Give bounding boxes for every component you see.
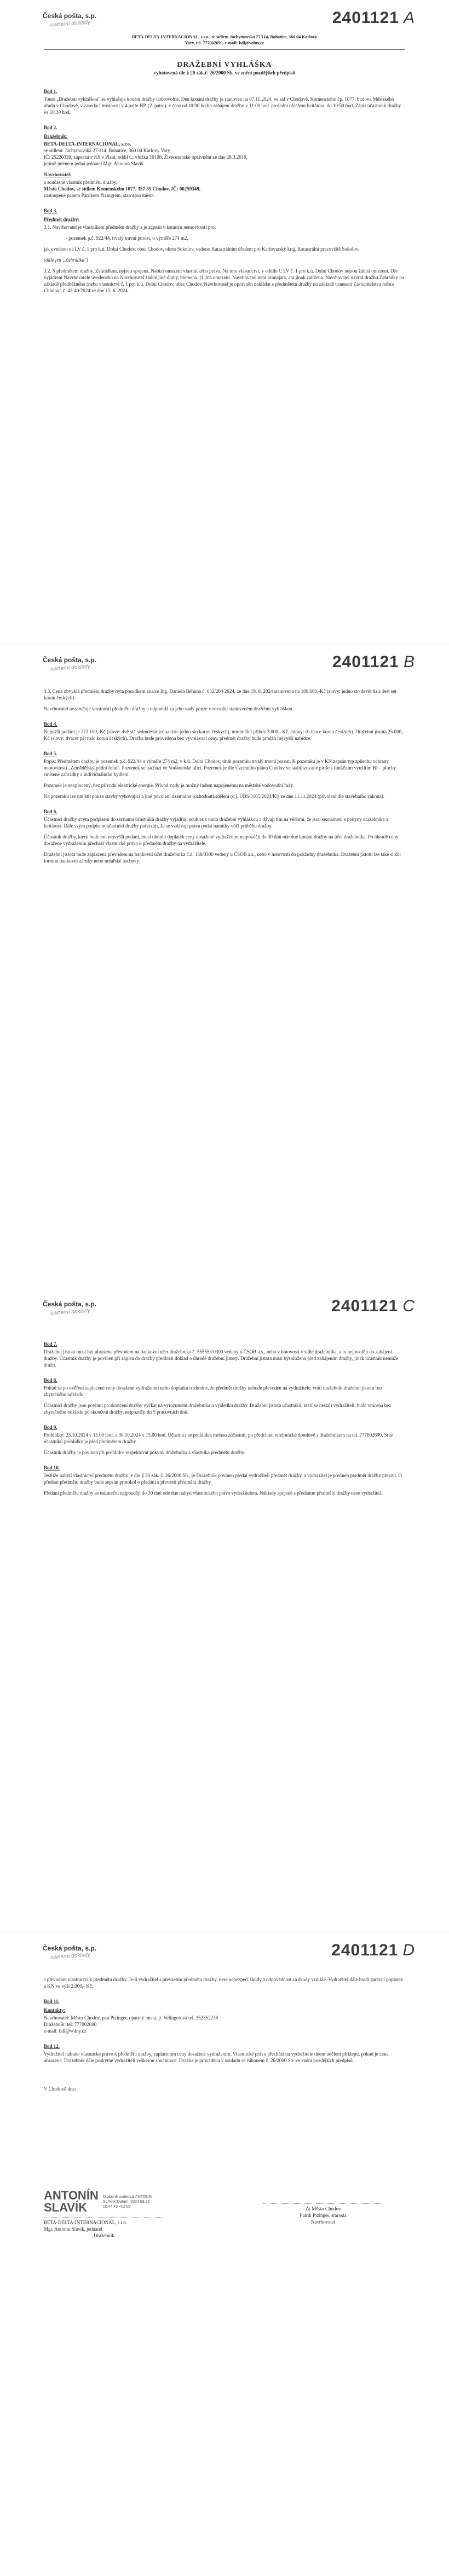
bod-9-text: Účastník dražby je povinen při prohlídce respektovat pokyny dražebníka a vlastníka předmětu dražby. (44, 1450, 245, 1455)
bod-3-item: - pozemek p.č. 922/44, trvalý travní porost, o výměře 274 m2, (66, 235, 188, 241)
doc-subtitle: vyhotovená dle § 20 zák.č. 26/2000 Sb. ve znění pozdějších předpisů (153, 70, 296, 76)
page-c (0, 1288, 449, 1932)
bod-heading: Bod 8. (44, 1377, 57, 1383)
bod-3-item: 3.3. Cena obvyklá předmětu dražby byla posudkem znalce Ing. Daniela Běhuna č. 032/204/2024, ze dne 19. 8. 2024 stanovena na 109.600,-Kč (slovy: jedno sto devět tisíc šest set korun českých). (44, 688, 396, 701)
bod-10-text: Jestliže nabytí vlastnictví předmětu dražby je dle § 30 zák. č. 26/2000 Sb., je Dražebník povinen předat vydražiteli předmět dražby, a vydražitel je povinen předmět dražby převzít. O předání předmětu dražby bude sepsán protokol o předání a převzetí předmětu dražby. (44, 1473, 402, 1485)
bod-heading: Bod 12. (44, 2044, 60, 2049)
sign-place-date: V Chodově dne: (44, 2086, 76, 2092)
doc-header: BETA-DELTA-INTERNACIONAL, s.r.o., se sídlem Jáchymovská 27/114, Bohatice, 360 04 Karlovy Vary, tel. 777002690, e-mail: bdi@volny.cz (131, 34, 318, 45)
page-a-content (44, 34, 405, 298)
page-id: 2401121 B (332, 653, 415, 671)
navrhovatel-label: Navrhovatel: (44, 172, 72, 177)
bod-3-item: jak uvedeno na LV č. 1 pro k.ú. Dolní Chodov, obec Chodov, okres Sokolov, vedeno Katastrálním úřadem pro Karlovarský kraj, Katastrální pracoviště Sokolov. (44, 246, 360, 252)
bod-10-text: Předání předmětu dražby se uskuteční nejpozději do 30 dnů ode dne nabytí vlastnického práva vydražitelem. Náklady spojené s předáním předmětu dražby nese vydražitel. (44, 1490, 382, 1496)
signature-digital-info: Digitálně podepsal ANTONÍN SLAVÍK Datum: 2024.09.26 10:44:43 +02'00' (102, 2195, 153, 2209)
bod-8-text: Pokud se po ověření zaplacené ceny dosažené vydražením nebo doplatku rozhodne, že předmět dražby nebude převeden na vydražitele, vrátí dražebník dražební jistotu bez zbytečného odkladu. (44, 1385, 383, 1397)
bod-7-text: Dražební jistota musí být uhrazena převodem na bankovní účet dražebníka č. 555553/0300 vedený u ČSOB a.s., nebo v hotovosti v sídle dražebníka, a to nejpozději do zahájení dražby. Účastník dražby je povinen při zápisu do dražby předložit doklad o úhradě dražební jistoty. Dražební jistota musí být složena před zahájením dražby, jinak účastník nemůže dražit. (44, 1349, 399, 1368)
signature-person: Patrik Pizinger, starosta (300, 2213, 347, 2218)
bod-1-text: Touto „Dražební vyhláškou" se vyhlašuje konání dražby dobrovolné. Den konání dražby je stanoven na 07.11.2024, ve sál v Chodově, Komenského čp. 1077, budova Městského úřadu v Chodově, v zasedací místnosti v 4.patře NP, (2. patro), v čase od 10:00 hodin zahájení dražby v 11:00 hod. poslední ohlášení licitátora, do 10:50 hod. Zápis účastníků dražby ve 10.30 hod. (44, 96, 401, 115)
kontakt-drazebnik: Dražebník: tel. 777002690 (44, 2022, 97, 2027)
page-b (0, 644, 449, 1288)
bod-heading: Bod 7. (44, 1341, 57, 1347)
bod-heading: Bod 2. (44, 125, 57, 130)
page-a (0, 0, 449, 644)
page-c-content (44, 1332, 405, 1501)
bod-heading: Bod 9. (44, 1425, 57, 1430)
bod-heading: Bod 4. (44, 721, 57, 727)
post-stamp-sub: ownerní doklady (50, 1307, 91, 1317)
drazebnik-address: se sídlem: Jáchymovská 27/114, Bohatice, 360 04 Karlovy Vary, (44, 148, 171, 153)
kontakt-email: e-mail: bdi@volny.cz (44, 2028, 87, 2034)
signature-navrhovatel (263, 2203, 383, 2225)
predmet-label: Předmět dražby: (44, 217, 80, 222)
kontakt-navrhovatel: Navrhovatel: Město Chodov, pan Pizinger, opatrný místa, p. Velingerová tel. 352352236 (44, 2015, 218, 2021)
bod-heading: Bod 6. (44, 809, 57, 814)
post-stamp: Česká pošta, s.p. (43, 12, 97, 20)
post-stamp: Česká pošta, s.p. (43, 1944, 97, 1952)
post-stamp-sub: ownerní doklady (50, 663, 91, 673)
post-stamp-sub: ownerní doklady (50, 1952, 91, 1961)
page-id: 2401121 C (331, 1297, 415, 1315)
bod-6-text: Dražební jistota bude zaplacena převodem na bankovní účet dražebníka č.ú. 168/0300 vedený u ČSOB a.s., nebo v hotovosti do pokladny dražebníka. Dražební jistotu lze také složit formou bankovní záruky nebo notářské úschovy. (44, 852, 401, 864)
page-d-content (44, 1976, 405, 2097)
bod-3-item: 3.2. S předmětem dražby. Zahrádkou, nejsou spojena. Nabízí omezení vlastnického práva. Na tuto vlastnictví, v oddíle C LV č. 1 pro k.ú. Dolní Chodov nejsou žádná omezení. Dle vyjádření Navrhovatele uvedeného na Navrhovatel žádné jiné dluhy, břemena, či jiná omezení. Navrhovatel není pronajata, ani jinak zatížena. Navrhovatel navrhl dražbu Zahrádky na základě předběžného (nebo vlastnictví č. 1 pro k.ú. Dolní Chodov, obec Chodov. Navrhovatel je oprávněn nakládat s předmětem dražby na základě usnesení Zastupitelstva města Chodova č. 42-40/2024 ze dne 13. 6. 2024. (44, 268, 404, 293)
navrhovatel-name: Město Chodov, se sídlem Komenského 1077, 357 35 Chodov, IČ: 00259349, (44, 186, 201, 192)
page-id: 2401121 D (331, 1941, 415, 1959)
drazebnik-name: BETA-DELTA-INTERNACIONAL, s.r.o. (44, 141, 131, 147)
bod-4-text: Nejnižší podání je 271.100,-Kč (slovy: dvě stě sedmdesát jedna tisíc jedno sto korun českých), minimální příhoz 3.000,- Kč, (slovy: tři tisíce korun českých). Dražební jistota 25.000,- Kč (slovy: dvacet pět tisíc korun českých). Dražba bude provedena bez vyvolávací ceny, předmět dražby bude prodán nejvyšší nabídce. (44, 729, 405, 741)
navrhovatel-owner: a současně vlastník předmětu dražby, (44, 180, 118, 185)
bod-10-text: s převodem vlastnictví k předmětu dražby. Je-li vydražitel s převzetím předmětu dražby, nese nebezpečí škody a odpovědnost za škody vzniklé. Vydražitel dále hradí správní poplatek a KN ve výši 2.000,- Kč. (44, 1977, 404, 1989)
digital-signature (44, 2190, 164, 2214)
signature-role: Navrhovatel (310, 2219, 336, 2225)
drazebnik-registration: IČ: 25220339, zapsaná v KS v Plzni, oddíl C, vložka 10198, Živnostenské oprávnění ze dne 28.3.2019, (44, 154, 247, 160)
bod-6-text: Účastníci dražby svým podpisem do seznamu účastníků dražby vyjadřují souhlas s touto dražební vyhláškou a dávají tím na vědomí, že jsou seznámeni s pokyny dražebníka a licitátora. Dále svým podpisem účastníci dražby potvrzují, že se vzdávají práva podat námitky vůči průběhu dražby. (44, 817, 388, 829)
post-stamp: Česká pošta, s.p. (43, 1300, 97, 1308)
bod-3-item: Navrhovatel nezaručuje vlastnosti předmětu dražby a odpovídá za jeho vady pouze v rozsahu stanoveném dražební vyhláškou. (44, 706, 293, 711)
bod-5-text: Na pozemku lze umístit pouze stavby vyhovující a jiné povolení územního rozhodnutí/sdělení (č.j. ÚBS/3105/2024/Kl) ze dne 11.11.2024 (povolení dle stavebního zákona). (44, 794, 384, 799)
signature-name: ANTONÍN SLAVÍK (44, 2189, 99, 2214)
bod-3-item: (dále jen „Zahrádka") (44, 257, 88, 263)
divider (44, 49, 405, 50)
drazebnik-representative: jejímž jménem jedná jednatel Mgr. Antonín Slavík (44, 161, 144, 166)
signature-person: Mgr. Antonín Slavík, jednatel (44, 2226, 102, 2232)
bod-5-text: Pozemek je neoplocený, bez přívodu elektrické energie. Přívod vody je možný řadem napojenému na městské vodovodní řady. (44, 783, 294, 788)
bod-8-text: Účastníci dražby jsou povinni po skončení dražby vyčkat na vyrozumění dražebníka o výsledku dražby. Dražební jistota účastníků, kteří se nestali vydražiteli, bude vrácena bez zbytečného odkladu po skončení dražby, nejpozději do 5 pracovních dnů. (44, 1403, 392, 1415)
drazebnik-label: Dražebník: (44, 134, 68, 139)
page-id: 2401121 A (332, 9, 415, 27)
bod-heading: Bod 11. (44, 1999, 60, 2004)
navrhovatel-representative: zastoupené panem Patrikem Pizingrem, starostou města. (44, 193, 155, 198)
page-d (0, 1932, 449, 2576)
bod-6-text: Účastník dražby, který bude mít nejvyšší podání, musí uhradit doplatek ceny dosažené vydražením nejpozději do 30 dnů ode dne konání dražby na účet dražebníka. Po úhradě ceny dosažené vydražením přechází vlastnické právo k předmětu dražby na vydražitele. (44, 834, 399, 846)
signature-org: Za Město Chodov (305, 2206, 341, 2212)
bod-heading: Bod 3. (44, 208, 57, 213)
bod-heading: Bod 5. (44, 751, 57, 756)
signature-role: Dražebník (94, 2233, 114, 2238)
doc-title: DRAŽEBNÍ VYHLÁŠKA (177, 61, 272, 69)
kontakty-label: Kontakty: (44, 2007, 66, 2013)
bod-5-text: Popis: Předmětem dražby je pozemek p.č. 922/44 o výměře 274 m2, v k.ú. Dolní Chodov, druh pozemku trvalý travní porost. K pozemku je v KN zapsán typ způsobu ochrany nemovitosti „Zemědělský půdní fond". Pozemek se nachází ve Vodárenské ulici. Pozemek je dle Územního plánu Chodov ve stabilizované ploše s funkčním využitím BI – plochy smíšené zahrádky a individuálního bydlení. (44, 759, 396, 777)
signature-drazebnik (44, 2190, 164, 2239)
page-b-content (44, 688, 405, 869)
signature-company: BETA-DELTA-INTERNACIONAL, s.r.o. (44, 2220, 127, 2225)
bod-heading: Bod 10. (44, 1465, 60, 1471)
bod-heading: Bod 1. (44, 89, 57, 94)
bod-3-item: 3.1. Navrhovatel je vlastníkem předmětu dražby a je zapsán v katastru nemovitostí pro: (44, 224, 216, 230)
bod-12-text: Vydražitel nabude vlastnické právo k předmětu dražby, zaplacením ceny dosažené vydražením. Vlastnické právo přechází na vydražitele dnem udělení příklepu, pokud je cena uhrazena. Dražebník dále poskytne vydražiteli veškerou součinnost. Dražba je prováděna v souladu se zákonem č. 26/2000 Sb. ve znění pozdějších předpisů. (44, 2051, 389, 2063)
bod-9-text: Prohlídky: 23.10.2024 v 15.00 hod. a 30.10.2024 v 15.00 hod. Účastníci se prohlídek mohou zúčastnit, po předchozí telefonické domluvě s dražebníkem na tel. 777002690. Sraz účastníků prohlídky je před předmětem dražby. (44, 1432, 393, 1444)
post-stamp-sub: ownerní doklady (50, 19, 91, 28)
post-stamp: Česká pošta, s.p. (43, 656, 97, 664)
